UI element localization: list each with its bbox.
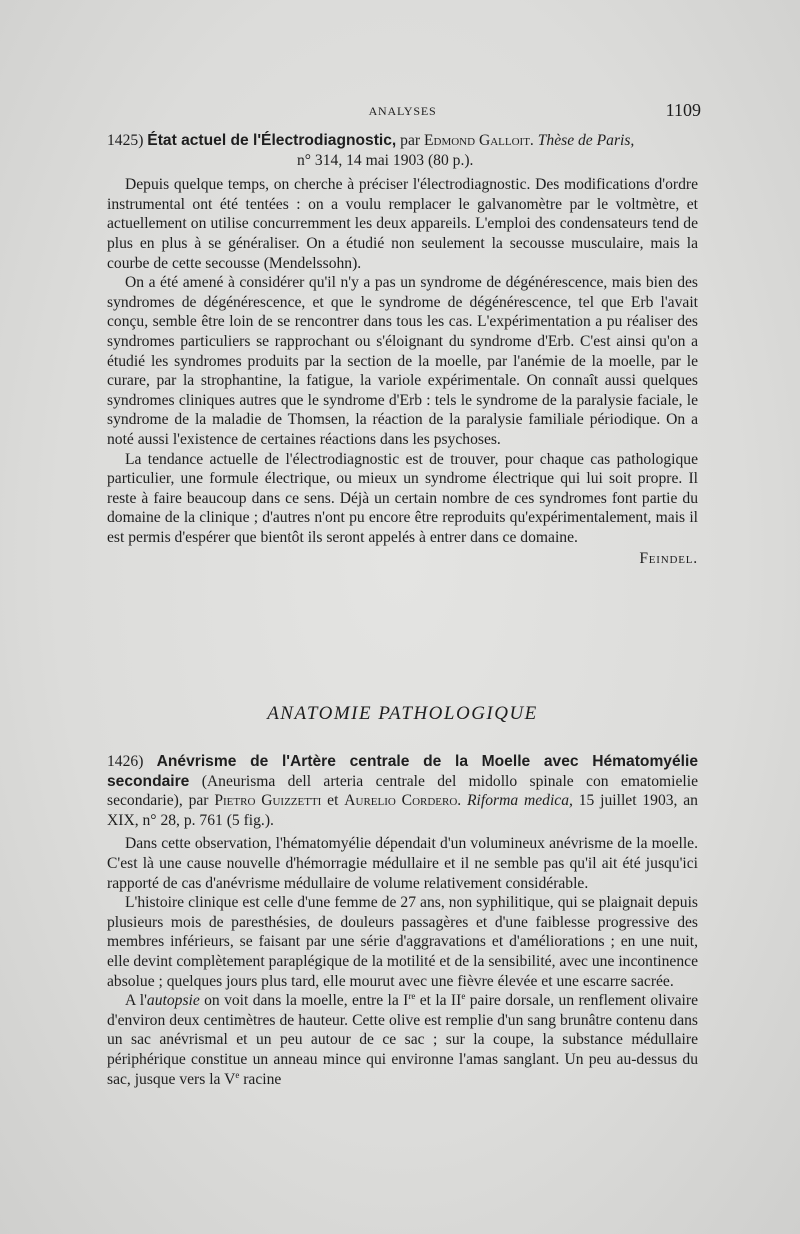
entry-title: État actuel de l'Électrodiagnostic, [147, 132, 397, 149]
entry-journal: Riforma medica, [467, 792, 573, 810]
entry-author: Aurelio Cordero. [344, 792, 462, 810]
entry-number: 1426) [107, 753, 144, 770]
italic-term: autopsie [146, 992, 200, 1010]
entry-1426 [107, 752, 698, 1089]
entry-1426-reference [107, 752, 698, 830]
superscript: e [235, 1069, 240, 1080]
signature: Feindel. [639, 550, 698, 568]
page-number: 1109 [665, 100, 701, 120]
paragraph: Depuis quelque temps, on cherche à préciser l'électrodiagnostic. Des modifications d'ordre instrumental ont été tentées : on a voulu remplacer le galvanomètre par le voltmètre, et actuellement on utilise concurremment les deux appareils. L'emploi des condensateurs tend de plus en plus à se généraliser. On a étudié non seulement la secousse musculaire, mais la courbe de cette secousse (Mendelssohn). [107, 176, 698, 272]
section-title: ANATOMIE PATHOLOGIQUE [267, 703, 538, 724]
text: on voit dans la moelle, entre la I [199, 992, 409, 1010]
entry-subtitle: (Aneurisma dell arteria centrale del midollo spinale con ematomielie secondarie), par [107, 772, 698, 810]
paragraph: La tendance actuelle de l'électrodiagnostic est de trouver, pour chaque cas pathologique particulier, une formule électrique, ou mieux un syndrome électrique qui lui soit propre. Il reste à faire beaucoup dans ce sens. Déjà un certain nombre de ces syndromes font partie du domaine de la clinique ; d'autres n'ont pu encore être reproduits qu'expérimentalement, mais il est permis d'espérer que bientôt ils seront appelés à entrer dans ce domaine. [107, 450, 698, 546]
entry-source: Thèse de Paris, [537, 132, 635, 149]
paragraph: On a été amené à considérer qu'il n'y a pas un syndrome de dégénérescence, mais bien des syndromes de dégénérescence, et que le syndrome de dégénérescence, tel que Erb l'avait conçu, semble être loin de se rencontrer dans tous les cas. L'expérimentation a pu réaliser des syndromes particuliers se rapprochant ou s'éloignant du syndrome d'Erb. C'est ainsi qu'on a étudié les syndromes produits par la section de la moelle, par l'anémie de la moelle, par le curare, par la strophantine, la fatigue, la variole expérimentale. On connaît aussi quelques syndromes cliniques autres que le syndrome d'Erb : tels le syndrome de la paralysie faciale, le syndrome de la maladie de Thomsen, la réaction de la paralysie familiale périodique. On a noté aussi l'existence de certaines réactions dans les psychoses. [107, 274, 698, 448]
entry-1425-reference [107, 131, 698, 151]
superscript: re [408, 991, 416, 1002]
text: racine [239, 1070, 282, 1088]
paragraph: Dans cette observation, l'hématomyélie dépendait d'un volumineux anévrisme de la moelle. C'est là une cause nouvelle d'hémorragie médullaire et il ne semble pas qu'il ait été jusqu'ici rapporté de cas d'anévrisme médullaire de volume relativement considérable. [107, 835, 698, 892]
text: paire dorsale, un renflement olivaire d'environ deux centimètres de hauteur. Cette olive est remplie d'un sang brunâtre contenu dans un sac anévrismal et un peu autour de ce sac ; sur la coupe, la substance médullaire périphérique constitue un anneau mince qui environne l'amas sanglant. Un peu au-dessus du sac, jusque vers la V [107, 992, 699, 1088]
entry-title: Anévrisme de l'Artère centrale de la Moelle avec Hématomyélie secondaire [107, 753, 698, 790]
entry-number: 1425) [107, 132, 144, 149]
paragraph: L'histoire clinique est celle d'une femme de 27 ans, non syphilitique, qui se plaignait depuis plusieurs mois de paresthésies, de douleurs passagères et d'une faiblesse progressive des membres inférieurs, se faisant par une série d'aggravations et d'améliorations ; en une nuit, elle devint complètement paraplégique de la motilité et de la sensibilité, avec une incontinence absolue ; quelques jours plus tard, elle mourut avec une fièvre élevée et une escarre sacrée. [107, 894, 698, 990]
entry-author: Edmond Galloit. [423, 132, 534, 149]
running-head: ANALYSES [368, 104, 437, 118]
entry-par: par [400, 132, 421, 149]
entry-1425-reference-details: n° 314, 14 mai 1903 (80 p.). [297, 151, 474, 169]
page-header [107, 100, 701, 122]
superscript: e [461, 991, 466, 1002]
entry-1425 [107, 131, 698, 569]
entry-et: et [327, 792, 339, 810]
text: A l' [125, 992, 147, 1010]
entry-author: Pietro Guizzetti [214, 792, 322, 810]
paragraph [107, 991, 698, 1089]
text: et la II [415, 992, 462, 1010]
entry-details: 15 juillet 1903, an XIX, n° 28, p. 761 (5 fig.). [107, 792, 698, 829]
